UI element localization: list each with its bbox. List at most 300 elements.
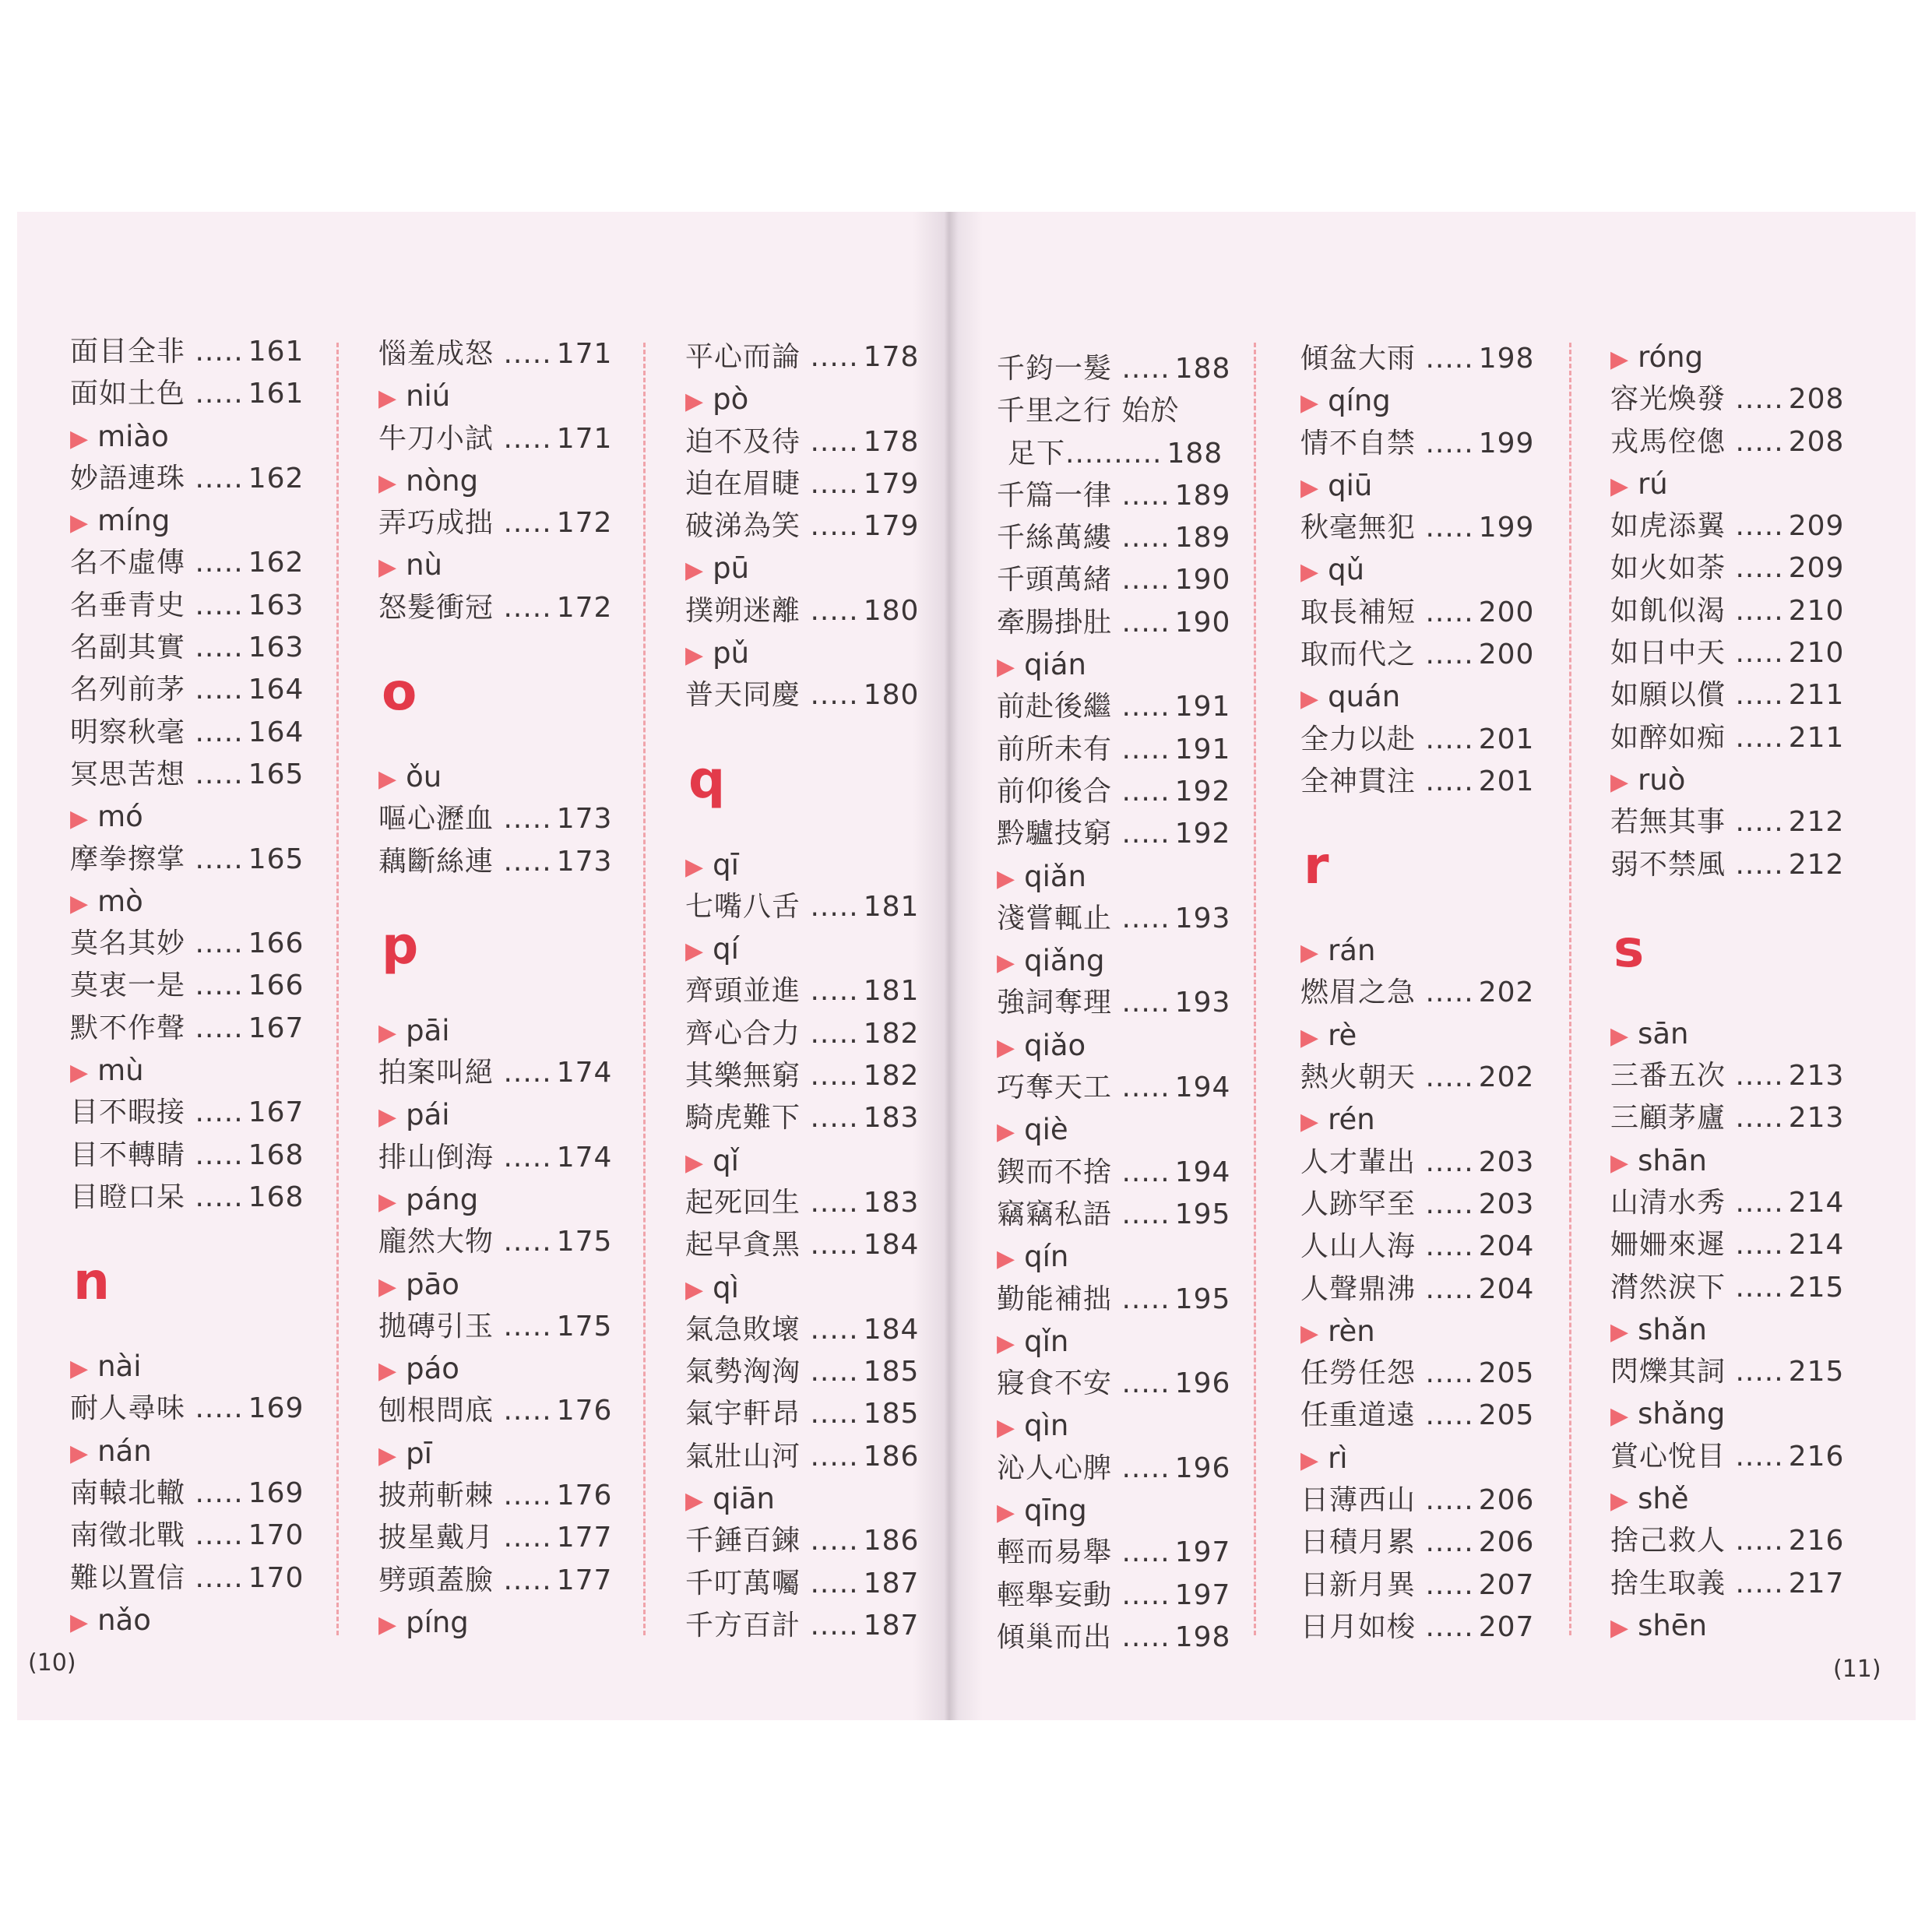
- page-reference: 197: [1174, 1578, 1231, 1611]
- idiom-entry[interactable]: [997, 348, 1262, 390]
- triangle-bullet-icon: ▶: [378, 469, 397, 497]
- idiom-entry[interactable]: [997, 1194, 1262, 1236]
- leader-dots: .....: [801, 1060, 859, 1093]
- idiom-entry[interactable]: [70, 923, 335, 965]
- idiom-entry[interactable]: [70, 542, 335, 584]
- idiom-entry[interactable]: [1300, 423, 1565, 465]
- idiom-text: 目不暇接: [70, 1096, 186, 1129]
- section-letter: s: [1614, 918, 1645, 979]
- section-letter: o: [382, 662, 417, 723]
- pinyin-label: qiǎn: [1024, 859, 1086, 893]
- idiom-text: 名列前茅: [70, 674, 186, 706]
- idiom-entry[interactable]: [997, 982, 1262, 1024]
- leader-dots: .....: [1416, 1061, 1474, 1094]
- pinyin-heading: [685, 632, 950, 674]
- leader-dots: .....: [801, 1525, 859, 1557]
- idiom-text: 捨生取義: [1610, 1567, 1726, 1599]
- pinyin-label: ǒu: [406, 759, 442, 794]
- idiom-entry[interactable]: [1610, 421, 1875, 463]
- idiom-text: 藕斷絲連: [378, 845, 494, 878]
- idiom-entry[interactable]: [1300, 1480, 1565, 1522]
- idiom-text: 全力以赴: [1300, 723, 1416, 755]
- idiom-text: 面如土色: [70, 378, 186, 410]
- idiom-entry[interactable]: [70, 1388, 335, 1430]
- pinyin-label: mò: [97, 884, 143, 918]
- leader-dots: .....: [1112, 564, 1170, 596]
- idiom-entry[interactable]: [1300, 338, 1565, 380]
- pinyin-label: nòng: [406, 463, 479, 498]
- page-reference: 168: [248, 1138, 304, 1171]
- idiom-entry[interactable]: [1300, 1269, 1565, 1311]
- idiom-entry[interactable]: [1300, 1226, 1565, 1268]
- idiom-text: 千錘百鍊: [685, 1525, 801, 1557]
- idiom-text: 三顧茅廬: [1610, 1102, 1726, 1135]
- idiom-entry[interactable]: [1610, 1055, 1875, 1097]
- idiom-entry[interactable]: [1300, 1142, 1565, 1184]
- triangle-bullet-icon: ▶: [70, 889, 89, 917]
- leader-dots: .....: [1416, 1357, 1474, 1390]
- leader-dots: .....: [1112, 691, 1170, 723]
- pinyin-heading: [1300, 549, 1565, 591]
- leader-dots: .....: [1112, 733, 1170, 765]
- idiom-entry[interactable]: [685, 886, 950, 928]
- idiom-entry[interactable]: [685, 1055, 950, 1097]
- idiom-entry[interactable]: [685, 1351, 950, 1393]
- page-reference: 176: [556, 1480, 613, 1512]
- leader-dots: .....: [494, 507, 552, 540]
- idiom-entry[interactable]: [1610, 674, 1875, 716]
- idiom-entry[interactable]: [378, 798, 643, 840]
- idiom-entry[interactable]: [378, 1390, 643, 1432]
- idiom-entry[interactable]: [1610, 1351, 1875, 1393]
- idiom-entry[interactable]: [1610, 1436, 1875, 1478]
- pinyin-label: sān: [1638, 1016, 1689, 1050]
- idiom-entry[interactable]: [1300, 1606, 1565, 1649]
- idiom-text: 情不自禁: [1300, 427, 1416, 459]
- idiom-text: 淺嘗輒止: [997, 902, 1113, 934]
- page-reference: 163: [248, 589, 304, 621]
- idiom-text: 牽腸掛肚: [997, 606, 1113, 639]
- idiom-entry[interactable]: [70, 585, 335, 627]
- idiom-entry[interactable]: [70, 373, 335, 415]
- idiom-entry[interactable]: [1300, 507, 1565, 549]
- idiom-entry[interactable]: [685, 1563, 950, 1605]
- idiom-entry[interactable]: [685, 590, 950, 632]
- idiom-text: 千叮萬囑: [685, 1567, 801, 1599]
- idiom-entry[interactable]: [997, 771, 1262, 813]
- leader-dots: .....: [1416, 596, 1474, 628]
- leader-dots: .....: [801, 679, 859, 712]
- idiom-text: 莫名其妙: [70, 927, 186, 960]
- leader-dots: .....: [1416, 1188, 1474, 1220]
- leader-dots: .....: [1726, 1102, 1784, 1135]
- pinyin-label: míng: [97, 504, 171, 538]
- idiom-text: 前赴後繼: [997, 691, 1113, 723]
- idiom-entry[interactable]: [1300, 1395, 1565, 1437]
- idiom-entry[interactable]: [685, 1013, 950, 1055]
- idiom-entry[interactable]: [1610, 801, 1875, 843]
- index-column-6: [1610, 336, 1875, 1647]
- pinyin-label: qìn: [1024, 1409, 1069, 1443]
- leader-dots: .....: [1112, 818, 1170, 850]
- pinyin-label: pāo: [406, 1267, 459, 1301]
- leader-dots: .....: [801, 1398, 859, 1431]
- triangle-bullet-icon: ▶: [685, 557, 704, 585]
- pinyin-label: pū: [713, 551, 750, 586]
- idiom-entry[interactable]: [1610, 505, 1875, 547]
- pinyin-label: pái: [406, 1098, 450, 1132]
- triangle-bullet-icon: ▶: [378, 765, 397, 793]
- idiom-text: 披荊斬棘: [378, 1480, 494, 1512]
- idiom-entry[interactable]: [685, 505, 950, 547]
- idiom-entry[interactable]: [70, 627, 335, 669]
- idiom-text: 前仰後合: [997, 775, 1113, 808]
- idiom-entry[interactable]: [1610, 547, 1875, 589]
- idiom-entry[interactable]: [1300, 1564, 1565, 1606]
- idiom-entry[interactable]: [997, 1363, 1262, 1405]
- leader-dots: .....: [1112, 987, 1170, 1019]
- idiom-entry[interactable]: [997, 1067, 1262, 1109]
- idiom-entry[interactable]: [70, 331, 335, 373]
- idiom-text: 勤能補拙: [997, 1283, 1113, 1315]
- leader-dots: .....: [1726, 1229, 1784, 1262]
- triangle-bullet-icon: ▶: [1300, 473, 1319, 501]
- idiom-entry[interactable]: [1610, 1097, 1875, 1139]
- leader-dots: .....: [494, 803, 552, 836]
- idiom-entry[interactable]: [997, 475, 1262, 517]
- idiom-entry[interactable]: [70, 1092, 335, 1134]
- page-reference: 213: [1788, 1060, 1845, 1093]
- idiom-entry[interactable]: [997, 517, 1262, 559]
- leader-dots: .....: [801, 1609, 859, 1642]
- triangle-bullet-icon: ▶: [70, 805, 89, 833]
- leader-dots: .....: [1416, 343, 1474, 375]
- idiom-entry[interactable]: [70, 1473, 335, 1515]
- pinyin-label: qián: [1024, 648, 1086, 682]
- leader-dots: .....: [1726, 1525, 1784, 1557]
- pinyin-heading: [685, 844, 950, 886]
- column-divider: [1569, 343, 1571, 1635]
- leader-dots: .....: [1726, 425, 1784, 458]
- leader-dots: .....: [185, 547, 244, 579]
- idiom-entry[interactable]: [70, 1177, 335, 1219]
- leader-dots: .....: [1112, 1156, 1170, 1188]
- column-divider: [336, 343, 339, 1635]
- idiom-entry[interactable]: [1300, 1184, 1565, 1226]
- triangle-bullet-icon: ▶: [1610, 1402, 1629, 1431]
- page-reference: 212: [1788, 806, 1845, 839]
- idiom-entry[interactable]: [1610, 1520, 1875, 1562]
- leader-dots: .....: [801, 594, 859, 627]
- idiom-text: 起早貪黑: [685, 1229, 801, 1262]
- idiom-entry[interactable]: [685, 421, 950, 463]
- idiom-entry[interactable]: [1300, 719, 1565, 761]
- triangle-bullet-icon: ▶: [70, 1059, 89, 1087]
- leader-dots: .....: [801, 510, 859, 543]
- idiom-entry[interactable]: [70, 1135, 335, 1177]
- idiom-entry[interactable]: [685, 1436, 950, 1478]
- page-reference: 167: [248, 1012, 304, 1044]
- pinyin-heading: [997, 644, 1262, 686]
- leader-dots: .....: [1726, 552, 1784, 585]
- idiom-text: 人才輩出: [1300, 1145, 1416, 1178]
- page-reference: 210: [1788, 637, 1845, 670]
- idiom-entry[interactable]: [1610, 632, 1875, 674]
- idiom-entry[interactable]: [378, 587, 643, 629]
- idiom-entry[interactable]: [378, 418, 643, 460]
- page-reference: 169: [248, 1477, 304, 1510]
- page-reference: 171: [556, 338, 613, 370]
- page-reference: 214: [1788, 1186, 1845, 1219]
- leader-dots: .....: [185, 1561, 244, 1594]
- leader-dots: .....: [494, 1226, 552, 1258]
- page-reference: 165: [248, 758, 304, 790]
- pinyin-heading: [997, 940, 1262, 982]
- triangle-bullet-icon: ▶: [685, 853, 704, 881]
- idiom-entry[interactable]: [685, 970, 950, 1012]
- leader-dots: .....: [801, 1102, 859, 1135]
- page-reference: 180: [863, 679, 920, 712]
- pinyin-heading: [70, 1599, 335, 1642]
- pinyin-label: ruò: [1638, 762, 1686, 797]
- leader-dots: .....: [185, 970, 244, 1002]
- triangle-bullet-icon: ▶: [70, 1355, 89, 1383]
- idiom-text: 傾巢而出: [997, 1621, 1113, 1653]
- idiom-entry[interactable]: [997, 1532, 1262, 1574]
- leader-dots: .....: [1726, 1271, 1784, 1304]
- idiom-text: 齊心合力: [685, 1017, 801, 1050]
- idiom-entry[interactable]: [378, 841, 643, 883]
- page-reference: 174: [556, 1057, 613, 1089]
- pinyin-heading: [685, 1267, 950, 1309]
- triangle-bullet-icon: ▶: [997, 1499, 1015, 1527]
- page-reference: 211: [1788, 679, 1845, 712]
- idiom-entry[interactable]: [1300, 1353, 1565, 1395]
- pinyin-heading: [685, 547, 950, 589]
- section-letter: r: [1304, 836, 1329, 896]
- idiom-text: 氣宇軒昂: [685, 1398, 801, 1431]
- pinyin-label: qī: [713, 847, 739, 882]
- idiom-text: 熱火朝天: [1300, 1061, 1416, 1094]
- idiom-entry[interactable]: [997, 1152, 1262, 1194]
- idiom-text: 撲朔迷離: [685, 594, 801, 627]
- page-reference: 207: [1478, 1568, 1535, 1601]
- page-reference: 190: [1174, 606, 1231, 639]
- pinyin-heading: [70, 881, 335, 923]
- idiom-entry[interactable]: [997, 729, 1262, 771]
- page-reference: 182: [863, 1060, 920, 1093]
- idiom-entry[interactable]: [997, 602, 1262, 644]
- idiom-entry[interactable]: [70, 1557, 335, 1599]
- idiom-entry[interactable]: [1300, 634, 1565, 676]
- pinyin-heading: [70, 500, 335, 542]
- idiom-entry[interactable]: [685, 1605, 950, 1647]
- idiom-entry[interactable]: [1610, 1267, 1875, 1309]
- idiom-text: 迫不及待: [685, 425, 801, 458]
- page-reference: 173: [556, 845, 613, 878]
- page-reference: 164: [248, 716, 304, 748]
- leader-dots: .....: [185, 1012, 244, 1044]
- leader-dots: .....: [494, 845, 552, 878]
- page-reference: 190: [1174, 564, 1231, 596]
- idiom-entry[interactable]: [1610, 1224, 1875, 1266]
- idiom-text: 姍姍來遲: [1610, 1229, 1726, 1262]
- idiom-text: 惱羞成怒: [378, 338, 494, 370]
- idiom-entry[interactable]: [378, 1560, 643, 1602]
- pinyin-heading: [997, 1321, 1262, 1363]
- pinyin-label: qiū: [1328, 468, 1373, 502]
- idiom-entry[interactable]: [70, 754, 335, 796]
- pinyin-heading: [1610, 336, 1875, 378]
- idiom-entry[interactable]: [685, 336, 950, 378]
- index-column-5: [1300, 338, 1565, 1649]
- idiom-entry[interactable]: [378, 1475, 643, 1517]
- idiom-text: 寢食不安: [997, 1367, 1113, 1400]
- pinyin-heading: [378, 544, 643, 586]
- idiom-entry-first-line[interactable]: 千里之行 始於: [997, 395, 1180, 428]
- idiom-entry[interactable]: [70, 669, 335, 711]
- idiom-entry[interactable]: [1610, 717, 1875, 759]
- idiom-text: 七嘴八舌: [685, 890, 801, 923]
- pinyin-heading: [1610, 463, 1875, 505]
- triangle-bullet-icon: ▶: [70, 1439, 89, 1467]
- idiom-text: 取長補短: [1300, 596, 1416, 628]
- idiom-text: 龐然大物: [378, 1226, 494, 1258]
- page-reference: 209: [1788, 552, 1845, 585]
- pinyin-heading: [1300, 1438, 1565, 1480]
- page-reference: 196: [1174, 1367, 1231, 1400]
- idiom-text: 千頭萬緒: [997, 564, 1113, 596]
- idiom-entry[interactable]: [685, 674, 950, 716]
- idiom-entry[interactable]: [378, 333, 643, 375]
- page-reference: 183: [863, 1102, 920, 1135]
- idiom-entry[interactable]: [378, 502, 643, 544]
- page-reference: 184: [863, 1313, 920, 1346]
- page-reference: 163: [248, 632, 304, 664]
- idiom-entry[interactable]: [685, 1309, 950, 1351]
- idiom-text: 日月如梭: [1300, 1610, 1416, 1643]
- pinyin-heading: [1300, 465, 1565, 507]
- leader-dots: .....: [1416, 1145, 1474, 1178]
- pinyin-label: shǎng: [1638, 1397, 1726, 1431]
- idiom-entry[interactable]: [997, 1575, 1262, 1617]
- idiom-text: 嘔心瀝血: [378, 803, 494, 836]
- idiom-entry[interactable]: [1610, 1563, 1875, 1605]
- idiom-entry[interactable]: [1300, 592, 1565, 634]
- idiom-entry[interactable]: [1610, 378, 1875, 421]
- triangle-bullet-icon: ▶: [1300, 1446, 1319, 1474]
- idiom-entry[interactable]: [1610, 844, 1875, 886]
- page-reference: 191: [1174, 733, 1231, 765]
- page-reference: 200: [1478, 596, 1535, 628]
- idiom-entry[interactable]: [378, 1052, 643, 1094]
- idiom-entry[interactable]: [997, 1448, 1262, 1490]
- idiom-entry[interactable]: [997, 1279, 1262, 1321]
- idiom-entry[interactable]: [70, 839, 335, 881]
- idiom-entry[interactable]: [685, 1224, 950, 1266]
- leader-dots: .....: [185, 632, 244, 664]
- idiom-entry[interactable]: [1300, 972, 1565, 1014]
- triangle-bullet-icon: ▶: [1610, 1614, 1629, 1642]
- idiom-entry[interactable]: [378, 1517, 643, 1559]
- pinyin-heading: [685, 928, 950, 970]
- pinyin-heading: [378, 1433, 643, 1475]
- idiom-entry[interactable]: [70, 1515, 335, 1557]
- leader-dots: .....: [1112, 775, 1170, 808]
- idiom-entry[interactable]: [70, 458, 335, 500]
- idiom-entry[interactable]: [685, 1520, 950, 1562]
- idiom-entry[interactable]: [1300, 761, 1565, 803]
- idiom-entry[interactable]: [685, 1393, 950, 1435]
- idiom-entry[interactable]: [70, 712, 335, 754]
- idiom-entry[interactable]: [997, 686, 1262, 728]
- triangle-bullet-icon: ▶: [997, 653, 1015, 681]
- idiom-entry[interactable]: [997, 433, 1262, 475]
- idiom-entry[interactable]: [378, 1221, 643, 1263]
- pinyin-label: mó: [97, 800, 143, 834]
- page-reference: 201: [1478, 765, 1535, 797]
- triangle-bullet-icon: ▶: [1610, 1487, 1629, 1515]
- leader-dots: .....: [1416, 1526, 1474, 1559]
- idiom-entry[interactable]: [1300, 1522, 1565, 1564]
- pinyin-label: róng: [1638, 340, 1704, 374]
- idiom-entry[interactable]: [997, 559, 1262, 601]
- page-reference: 210: [1788, 594, 1845, 627]
- triangle-bullet-icon: ▶: [378, 554, 397, 582]
- leader-dots: .....: [801, 467, 859, 500]
- leader-dots: .....: [1112, 902, 1170, 934]
- page-reference: 174: [556, 1141, 613, 1174]
- page-reference: 199: [1478, 427, 1535, 459]
- pinyin-label: nù: [406, 548, 442, 582]
- idiom-entry[interactable]: [70, 965, 335, 1007]
- page-reference: 170: [248, 1519, 304, 1552]
- triangle-bullet-icon: ▶: [997, 1245, 1015, 1273]
- idiom-entry[interactable]: [1610, 1182, 1875, 1224]
- triangle-bullet-icon: ▶: [685, 388, 704, 416]
- idiom-entry[interactable]: [997, 898, 1262, 940]
- pinyin-label: qín: [1024, 1240, 1069, 1274]
- page-reference: 172: [556, 591, 613, 624]
- idiom-entry[interactable]: [1300, 1057, 1565, 1099]
- idiom-entry[interactable]: [997, 1617, 1262, 1659]
- triangle-bullet-icon: ▶: [1300, 685, 1319, 713]
- triangle-bullet-icon: ▶: [378, 1441, 397, 1469]
- idiom-entry[interactable]: [70, 1008, 335, 1050]
- idiom-text: 難以置信: [70, 1561, 186, 1594]
- page-reference: 212: [1788, 848, 1845, 881]
- idiom-entry[interactable]: [378, 1137, 643, 1179]
- page-reference: 217: [1788, 1567, 1845, 1599]
- idiom-entry[interactable]: [685, 1182, 950, 1224]
- pinyin-label: qiè: [1024, 1113, 1068, 1147]
- leader-dots: .....: [185, 1181, 244, 1213]
- page-reference: 187: [863, 1567, 920, 1599]
- pinyin-heading: [997, 1490, 1262, 1532]
- idiom-entry[interactable]: [378, 1306, 643, 1348]
- idiom-entry[interactable]: [685, 463, 950, 505]
- idiom-text: 名不虛傳: [70, 547, 186, 579]
- leader-dots: .....: [1726, 383, 1784, 416]
- pinyin-label: shě: [1638, 1482, 1689, 1516]
- idiom-entry[interactable]: [685, 1097, 950, 1139]
- pinyin-label: rán: [1328, 934, 1376, 968]
- idiom-entry[interactable]: [997, 813, 1262, 855]
- page-reference: 202: [1478, 977, 1535, 1009]
- idiom-entry[interactable]: [1610, 590, 1875, 632]
- page-reference: 181: [863, 975, 920, 1008]
- leader-dots: .....: [1112, 522, 1170, 554]
